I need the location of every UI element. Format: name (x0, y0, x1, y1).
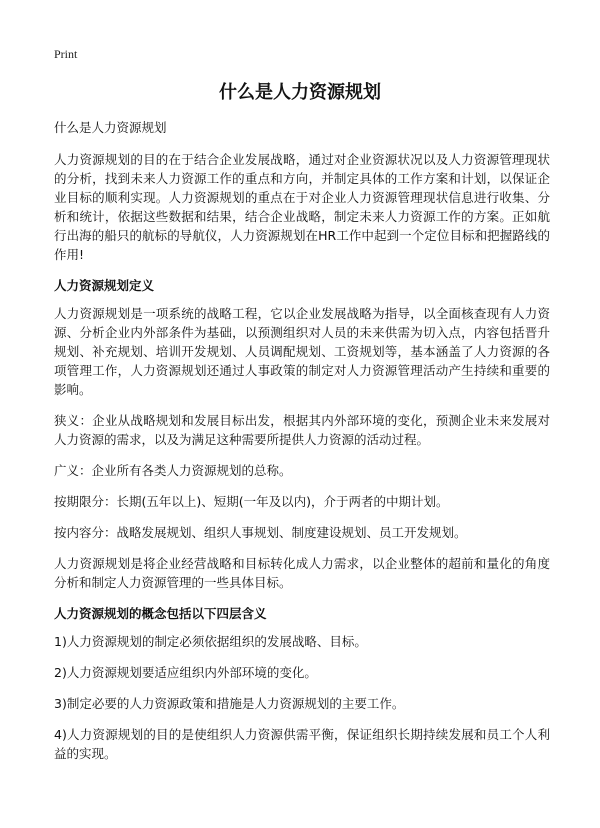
section-heading-concept: 人力资源规划的概念包括以下四层含义 (54, 606, 267, 621)
definition-paragraph: 人力资源规划是一项系统的战略工程，它以企业发展战略为指导，以全面核查现有人力资源、分析企业内外部条件为基础，以预测组织对人员的未来供需为切入点，内容包括晋升规划、补充规划、培训开发规划、人员调配规划、工资规划等，基本涵盖了人力资源的各项管理工作，人力资源规划还通过人事政策的制定对人力资源管理活动产生持续和重要的影响。 (54, 306, 550, 397)
concept-point-1: 1)人力资源规划的制定必须依据组织的发展战略、目标。 (54, 634, 367, 649)
section-heading-definition: 人力资源规划定义 (54, 278, 155, 293)
concept-point-4: 4)人力资源规划的目的是使组织人力资源供需平衡，保证组织长期持续发展和员工个人利益的实现。 (54, 727, 550, 761)
concept-point-3: 3)制定必要的人力资源政策和措施是人力资源规划的主要工作。 (54, 696, 405, 711)
page-title: 什么是人力资源规划 (219, 82, 381, 103)
summary-paragraph: 人力资源规划是将企业经营战略和目标转化成人力需求，以企业整体的超前和量化的角度分析和制定人力资源管理的一些具体目标。 (54, 556, 550, 590)
by-content-paragraph: 按内容分：战略发展规划、组织人事规划、制度建设规划、员工开发规划。 (54, 525, 467, 540)
intro-paragraph: 人力资源规划的目的在于结合企业发展战略，通过对企业资源状况以及人力资源管理现状的分析，找到未来人力资源工作的重点和方向，并制定具体的工作方案和计划，以保证企业目标的顺利实现。人力资源规划的重点在于对企业人力资源管理现状信息进行收集、分析和统计，依据这些数据和结果，结合企业战略，制定未来人力资源工作的方案。正如航行出海的船只的航标的导航仪，人力资源规划在HR工作中起到一个定位目标和把握路线的作用! (54, 152, 550, 262)
broad-definition-paragraph: 广义：企业所有各类人力资源规划的总称。 (54, 463, 292, 478)
by-term-paragraph: 按期限分：长期(五年以上)、短期(一年及以内)，介于两者的中期计划。 (54, 494, 449, 509)
narrow-definition-paragraph: 狭义：企业从战略规划和发展目标出发，根据其内外部环境的变化，预测企业未来发展对人力资源的需求，以及为满足这种需要所提供人力资源的活动过程。 (54, 413, 550, 447)
article-body (54, 118, 550, 775)
concept-point-2: 2)人力资源规划要适应组织内外部环境的变化。 (54, 665, 317, 680)
print-link[interactable]: Print (54, 47, 78, 61)
article-subtitle: 什么是人力资源规划 (54, 120, 167, 135)
